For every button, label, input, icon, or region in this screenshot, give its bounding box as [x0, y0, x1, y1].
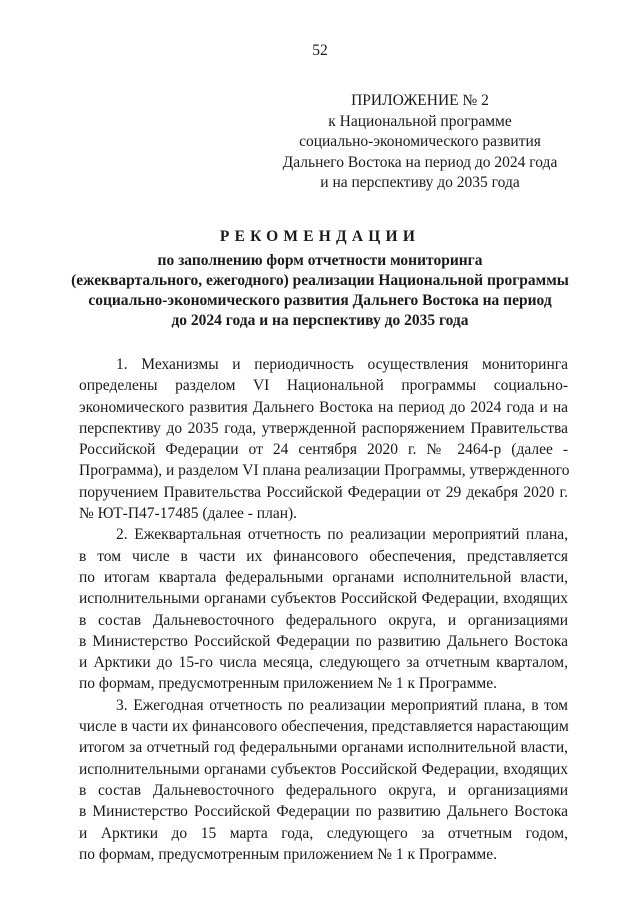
- paragraph-line: исполнительными органами субъектов Российской Федерации, входящих: [79, 590, 568, 608]
- paragraph-line: по итогам квартала федеральными органами исполнительной власти,: [79, 568, 568, 586]
- paragraph-line: № ЮТ-П47-17485 (далее - план).: [79, 505, 298, 523]
- subtitle-line: социально-экономического развития Дальнего Востока на период: [88, 292, 552, 309]
- paragraph-line: 1. Механизмы и периодичность осуществления мониторинга: [116, 356, 568, 373]
- subtitle-line: (ежеквартального, ежегодного) реализации Национальной программы: [71, 272, 569, 289]
- appendix-header: [270, 91, 570, 194]
- paragraph-line: итогом за отчетный год федеральными органами исполнительной власти,: [79, 739, 568, 757]
- paragraph-line: и Арктики до 15-го числа месяца, следующего за отчетным кварталом,: [79, 654, 568, 672]
- paragraph-line: в состав Дальневосточного федерального округа, и организациями: [79, 611, 568, 629]
- appendix-line: Дальнего Востока на период до 2024 года: [282, 153, 558, 171]
- paragraph-line: Российской Федерации от 24 сентября 2020 г. № 2464-р (далее -: [79, 441, 568, 459]
- paragraph-line: Программа), и разделом VI плана реализации Программы, утвержденного: [79, 462, 570, 480]
- paragraph-line: в том числе в части их финансового обеспечения, представляется: [79, 547, 568, 565]
- subtitle-line: по заполнению форм отчетности мониторинга: [157, 252, 483, 269]
- paragraph-line: в Министерство Российской Федерации по развитию Дальнего Востока: [79, 803, 568, 821]
- paragraph-line: по формам, предусмотренным приложением № 1 к Программе.: [79, 675, 497, 693]
- paragraph-line: в Министерство Российской Федерации по развитию Дальнего Востока: [79, 632, 568, 650]
- paragraph-2: [79, 524, 568, 694]
- body-text: [79, 354, 568, 865]
- page-number: 52: [312, 42, 328, 59]
- paragraph-line: поручением Правительства Российской Федерации от 29 декабря 2020 г.: [79, 483, 568, 501]
- appendix-line: и на перспективу до 2035 года: [320, 174, 520, 191]
- paragraph-3: [79, 695, 568, 865]
- appendix-line: ПРИЛОЖЕНИЕ № 2: [351, 92, 489, 109]
- paragraph-line: перспективу до 2035 года, утвержденной распоряжением Правительства: [79, 419, 568, 437]
- paragraph-line: 3. Ежегодная отчетность по реализации мероприятий плана, в том: [116, 696, 568, 714]
- paragraph-line: определены разделом VI Национальной программы социально-: [79, 377, 568, 395]
- paragraph-line: и Арктики до 15 марта года, следующего за отчетным годом,: [79, 824, 568, 842]
- appendix-line: социально-экономического развития: [299, 133, 541, 150]
- appendix-line: к Национальной программе: [328, 112, 512, 130]
- document-title: РЕКОМЕНДАЦИИ: [219, 228, 421, 245]
- paragraph-line: в состав Дальневосточного федерального округа, и организациями: [79, 781, 568, 799]
- paragraph-line: экономического развития Дальнего Востока на период до 2024 года и на: [79, 398, 568, 416]
- paragraph-line: числе в части их финансового обеспечения, представляется нарастающим: [79, 718, 569, 736]
- document-subtitle: [60, 251, 580, 331]
- paragraph-line: по формам, предусмотренным приложением № 1 к Программе.: [79, 845, 497, 863]
- paragraph-line: 2. Ежеквартальная отчетность по реализации мероприятий плана,: [116, 526, 568, 544]
- subtitle-line: до 2024 года и на перспективу до 2035 года: [171, 312, 469, 329]
- paragraph-1: [79, 354, 568, 524]
- paragraph-line: исполнительными органами субъектов Российской Федерации, входящих: [79, 760, 568, 778]
